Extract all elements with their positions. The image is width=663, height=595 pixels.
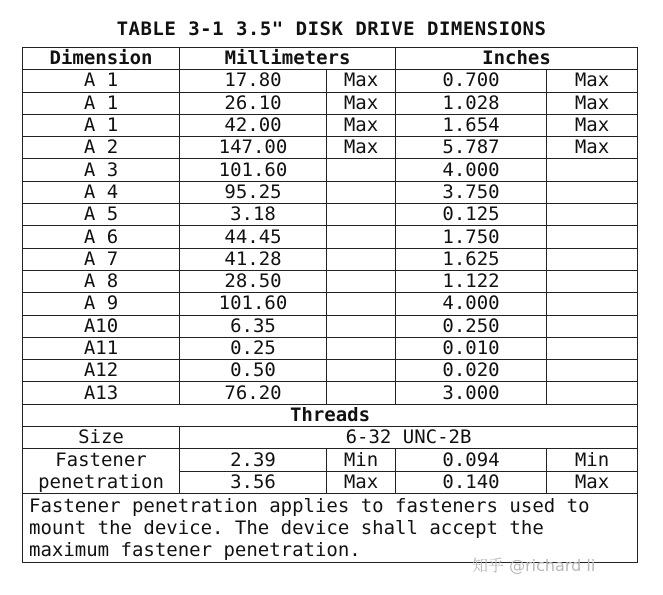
table-row bbox=[23, 181, 638, 203]
millimeters-cell: 147.00 bbox=[180, 137, 327, 159]
threads-heading-row bbox=[23, 404, 638, 426]
dimension-cell: A 1 bbox=[23, 70, 180, 92]
millimeters-cell: 6.35 bbox=[180, 315, 327, 337]
millimeters-cell: 41.28 bbox=[180, 248, 327, 270]
dimension-cell: A 2 bbox=[23, 137, 180, 159]
table-header-row bbox=[23, 48, 638, 70]
dimension-cell: A 6 bbox=[23, 226, 180, 248]
millimeters-qualifier-cell bbox=[327, 382, 396, 404]
inches-qualifier-cell bbox=[547, 181, 638, 203]
inches-cell: 0.020 bbox=[396, 360, 547, 382]
millimeters-qualifier-cell bbox=[327, 226, 396, 248]
inches-qualifier-cell bbox=[547, 204, 638, 226]
millimeters-cell: 95.25 bbox=[180, 181, 327, 203]
millimeters-cell: 3.18 bbox=[180, 204, 327, 226]
inches-qualifier-cell bbox=[547, 293, 638, 315]
inches-cell: 4.000 bbox=[396, 293, 547, 315]
inches-qualifier-cell: Max bbox=[547, 114, 638, 136]
inches-cell: 4.000 bbox=[396, 159, 547, 181]
millimeters-cell: 26.10 bbox=[180, 92, 327, 114]
table-row bbox=[23, 248, 638, 270]
millimeters-cell: 42.00 bbox=[180, 114, 327, 136]
table-row bbox=[23, 360, 638, 382]
fastener-mm-min: 2.39 bbox=[180, 449, 327, 472]
millimeters-qualifier-cell: Max bbox=[327, 137, 396, 159]
millimeters-cell: 17.80 bbox=[180, 70, 327, 92]
table-row bbox=[23, 159, 638, 181]
dimension-cell: A 5 bbox=[23, 204, 180, 226]
millimeters-qualifier-cell: Max bbox=[327, 114, 396, 136]
dimension-cell: A 4 bbox=[23, 181, 180, 203]
inches-qualifier-cell bbox=[547, 382, 638, 404]
millimeters-cell: 101.60 bbox=[180, 159, 327, 181]
table-row bbox=[23, 114, 638, 136]
millimeters-qualifier-cell bbox=[327, 248, 396, 270]
dimension-cell: A11 bbox=[23, 337, 180, 359]
millimeters-qualifier-cell bbox=[327, 337, 396, 359]
fastener-in-min-qualifier: Min bbox=[547, 449, 638, 472]
header-inches: Inches bbox=[396, 48, 638, 70]
inches-qualifier-cell: Max bbox=[547, 92, 638, 114]
inches-cell: 1.028 bbox=[396, 92, 547, 114]
table-row bbox=[23, 382, 638, 404]
dimensions-table bbox=[22, 47, 638, 563]
dimension-cell: A 8 bbox=[23, 270, 180, 292]
table-row bbox=[23, 137, 638, 159]
inches-cell: 1.122 bbox=[396, 270, 547, 292]
fastener-mm-max-qualifier: Max bbox=[327, 471, 396, 494]
millimeters-qualifier-cell bbox=[327, 315, 396, 337]
table-title: TABLE 3-1 3.5" DISK DRIVE DIMENSIONS bbox=[116, 18, 547, 40]
table-row bbox=[23, 337, 638, 359]
millimeters-cell: 44.45 bbox=[180, 226, 327, 248]
inches-qualifier-cell: Max bbox=[547, 70, 638, 92]
inches-cell: 3.000 bbox=[396, 382, 547, 404]
millimeters-qualifier-cell bbox=[327, 181, 396, 203]
dimension-cell: A13 bbox=[23, 382, 180, 404]
millimeters-qualifier-cell bbox=[327, 159, 396, 181]
dimension-cell: A 9 bbox=[23, 293, 180, 315]
thread-size-label: Size bbox=[23, 427, 180, 449]
table-row bbox=[23, 293, 638, 315]
thread-size-value: 6-32 UNC-2B bbox=[180, 427, 638, 449]
millimeters-qualifier-cell bbox=[327, 360, 396, 382]
inches-qualifier-cell bbox=[547, 337, 638, 359]
dimension-cell: A10 bbox=[23, 315, 180, 337]
header-dimension: Dimension bbox=[23, 48, 180, 70]
fastener-in-max-qualifier: Max bbox=[547, 471, 638, 494]
millimeters-qualifier-cell bbox=[327, 293, 396, 315]
millimeters-qualifier-cell: Max bbox=[327, 70, 396, 92]
inches-cell: 1.750 bbox=[396, 226, 547, 248]
inches-qualifier-cell bbox=[547, 248, 638, 270]
millimeters-qualifier-cell bbox=[327, 270, 396, 292]
table-row bbox=[23, 204, 638, 226]
dimension-cell: A 3 bbox=[23, 159, 180, 181]
thread-size-row bbox=[23, 427, 638, 449]
table-row bbox=[23, 92, 638, 114]
inches-cell: 5.787 bbox=[396, 137, 547, 159]
table-row bbox=[23, 70, 638, 92]
inches-qualifier-cell bbox=[547, 360, 638, 382]
inches-cell: 0.010 bbox=[396, 337, 547, 359]
table-row bbox=[23, 270, 638, 292]
dimension-cell: A 1 bbox=[23, 92, 180, 114]
inches-qualifier-cell bbox=[547, 226, 638, 248]
fastener-penetration-label bbox=[23, 449, 180, 494]
inches-qualifier-cell bbox=[547, 270, 638, 292]
table-row bbox=[23, 226, 638, 248]
fastener-row-min bbox=[23, 449, 638, 472]
inches-cell: 0.700 bbox=[396, 70, 547, 92]
inches-qualifier-cell bbox=[547, 159, 638, 181]
fastener-in-min: 0.094 bbox=[396, 449, 547, 472]
dimension-cell: A 7 bbox=[23, 248, 180, 270]
table-row bbox=[23, 315, 638, 337]
millimeters-cell: 0.50 bbox=[180, 360, 327, 382]
threads-section bbox=[23, 404, 638, 563]
footnote-text: Fastener penetration applies to fasteners used to mount the device. The device shall accept the maximum fastener penetration. bbox=[23, 494, 638, 563]
inches-cell: 3.750 bbox=[396, 181, 547, 203]
watermark-text: 知乎 @richard li bbox=[472, 556, 596, 575]
inches-cell: 1.654 bbox=[396, 114, 547, 136]
dimension-cell: A 1 bbox=[23, 114, 180, 136]
fastener-mm-max: 3.56 bbox=[180, 471, 327, 494]
header-millimeters: Millimeters bbox=[180, 48, 396, 70]
dimension-cell: A12 bbox=[23, 360, 180, 382]
millimeters-qualifier-cell: Max bbox=[327, 92, 396, 114]
fastener-label-line-1: Fastener bbox=[55, 449, 147, 472]
fastener-label-line-2: penetration bbox=[38, 471, 164, 494]
inches-cell: 0.250 bbox=[396, 315, 547, 337]
millimeters-cell: 28.50 bbox=[180, 270, 327, 292]
millimeters-cell: 76.20 bbox=[180, 382, 327, 404]
fastener-in-max: 0.140 bbox=[396, 471, 547, 494]
millimeters-cell: 0.25 bbox=[180, 337, 327, 359]
fastener-mm-min-qualifier: Min bbox=[327, 449, 396, 472]
threads-heading: Threads bbox=[23, 404, 638, 426]
inches-cell: 0.125 bbox=[396, 204, 547, 226]
dimension-rows bbox=[23, 70, 638, 404]
inches-qualifier-cell bbox=[547, 315, 638, 337]
inches-qualifier-cell: Max bbox=[547, 137, 638, 159]
millimeters-qualifier-cell bbox=[327, 204, 396, 226]
millimeters-cell: 101.60 bbox=[180, 293, 327, 315]
inches-cell: 1.625 bbox=[396, 248, 547, 270]
